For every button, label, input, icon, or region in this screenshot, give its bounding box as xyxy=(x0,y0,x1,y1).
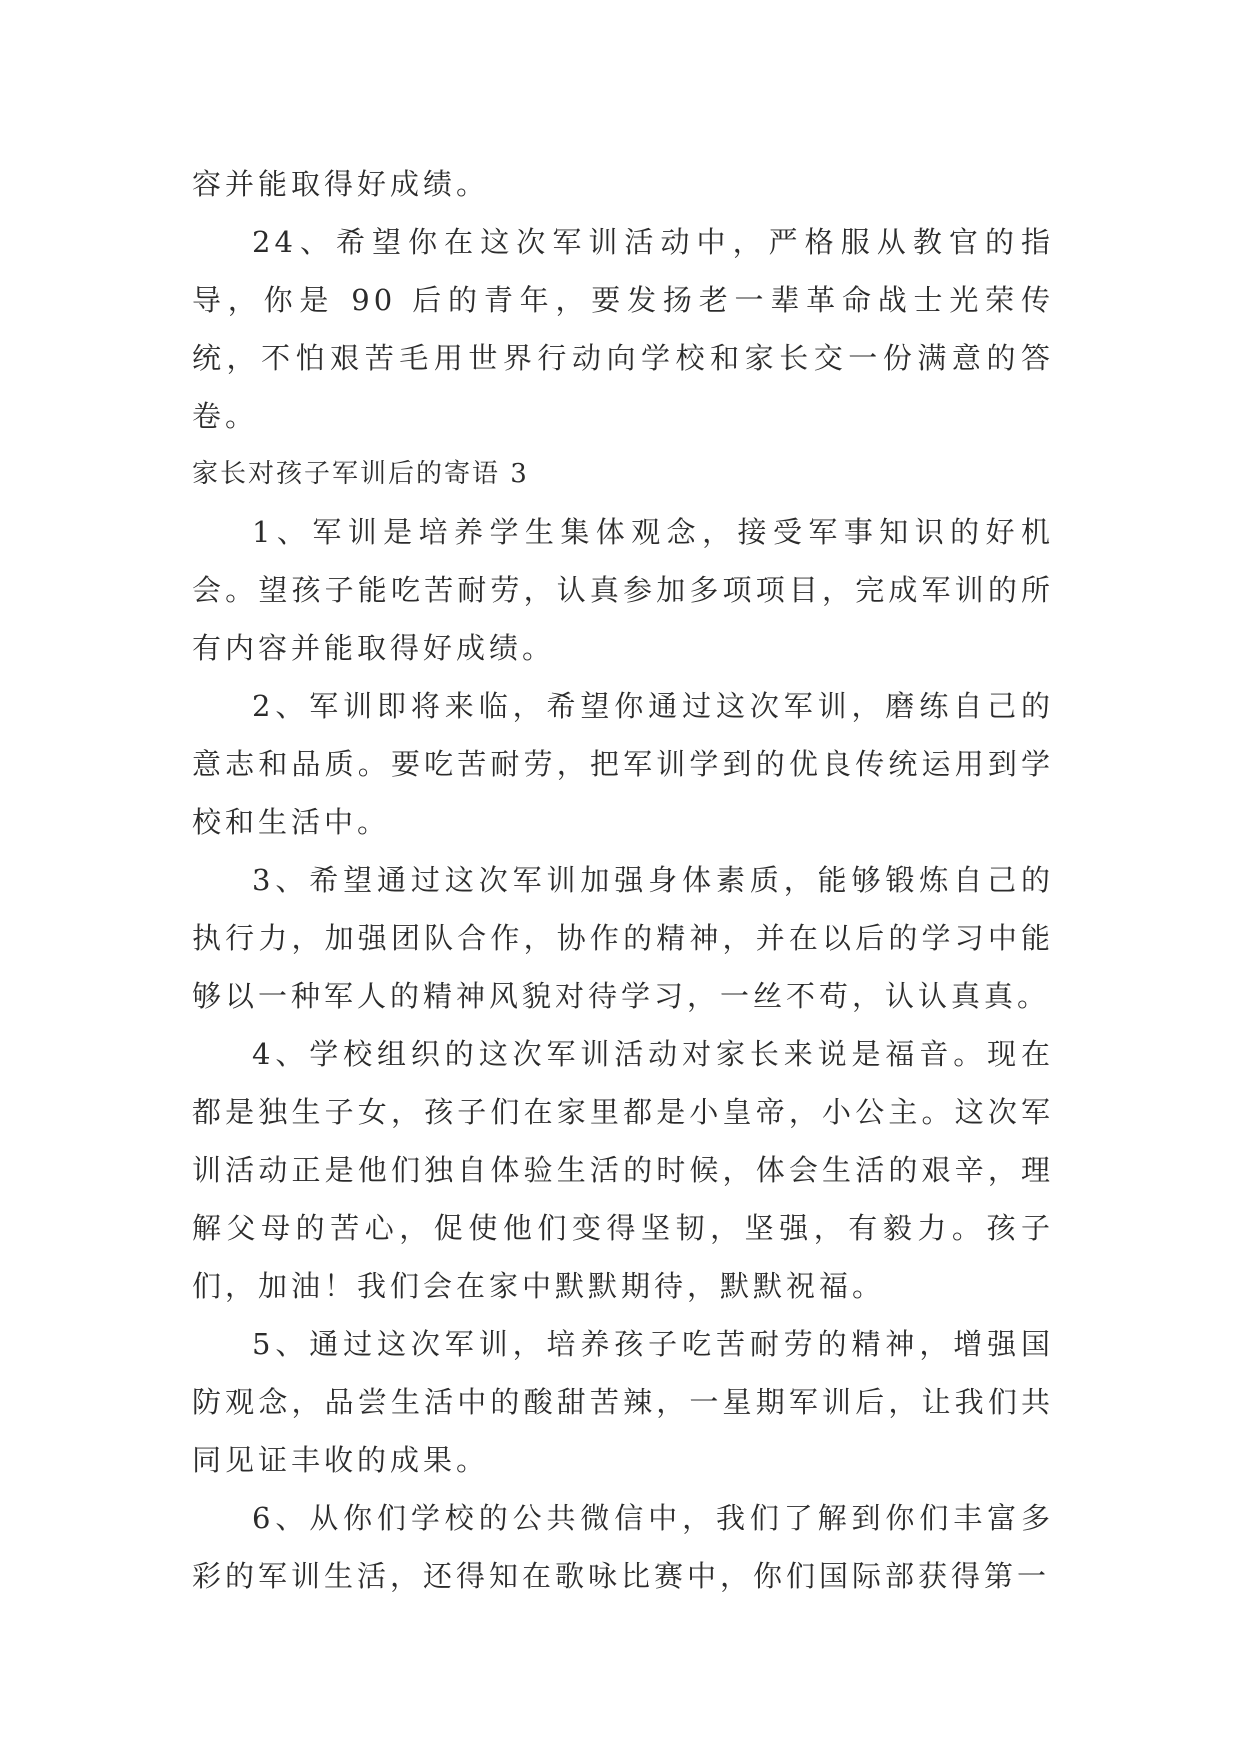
paragraph-item-2: 2、军训即将来临，希望你通过这次军训，磨练自己的意志和品质。要吃苦耐劳，把军训学到的优良传统运用到学校和生活中。 xyxy=(192,689,1054,839)
paragraph-continuation: 容并能取得好成绩。 xyxy=(192,167,490,201)
paragraph-item-4: 4、学校组织的这次军训活动对家长来说是福音。现在都是独生子女，孩子们在家里都是小皇帝，小公主。这次军训活动正是他们独自体验生活的时候，体会生活的艰辛，理解父母的苦心，促使他们变得坚韧，坚强，有毅力。孩子们，加油！我们会在家中默默期待，默默祝福。 xyxy=(192,1037,1054,1303)
document-body xyxy=(192,155,1054,1605)
paragraph-item-3: 3、希望通过这次军训加强身体素质，能够锻炼自己的执行力，加强团队合作，协作的精神，并在以后的学习中能够以一种军人的精神风貌对待学习，一丝不苟，认认真真。 xyxy=(192,863,1054,1013)
paragraph-item-6: 6、从你们学校的公共微信中，我们了解到你们丰富多彩的军训生活，还得知在歌咏比赛中，你们国际部获得第一 xyxy=(192,1501,1054,1593)
section-heading: 家长对孩子军训后的寄语 3 xyxy=(192,459,529,489)
paragraph-item-24: 24、希望你在这次军训活动中，严格服从教官的指导，你是 90 后的青年，要发扬老一辈革命战士光荣传统，不怕艰苦毛用世界行动向学校和家长交一份满意的答卷。 xyxy=(192,225,1054,433)
paragraph-item-5: 5、通过这次军训，培养孩子吃苦耐劳的精神，增强国防观念，品尝生活中的酸甜苦辣，一星期军训后，让我们共同见证丰收的成果。 xyxy=(192,1327,1054,1477)
paragraph-item-1: 1、军训是培养学生集体观念，接受军事知识的好机会。望孩子能吃苦耐劳，认真参加多项项目，完成军训的所有内容并能取得好成绩。 xyxy=(192,515,1054,665)
